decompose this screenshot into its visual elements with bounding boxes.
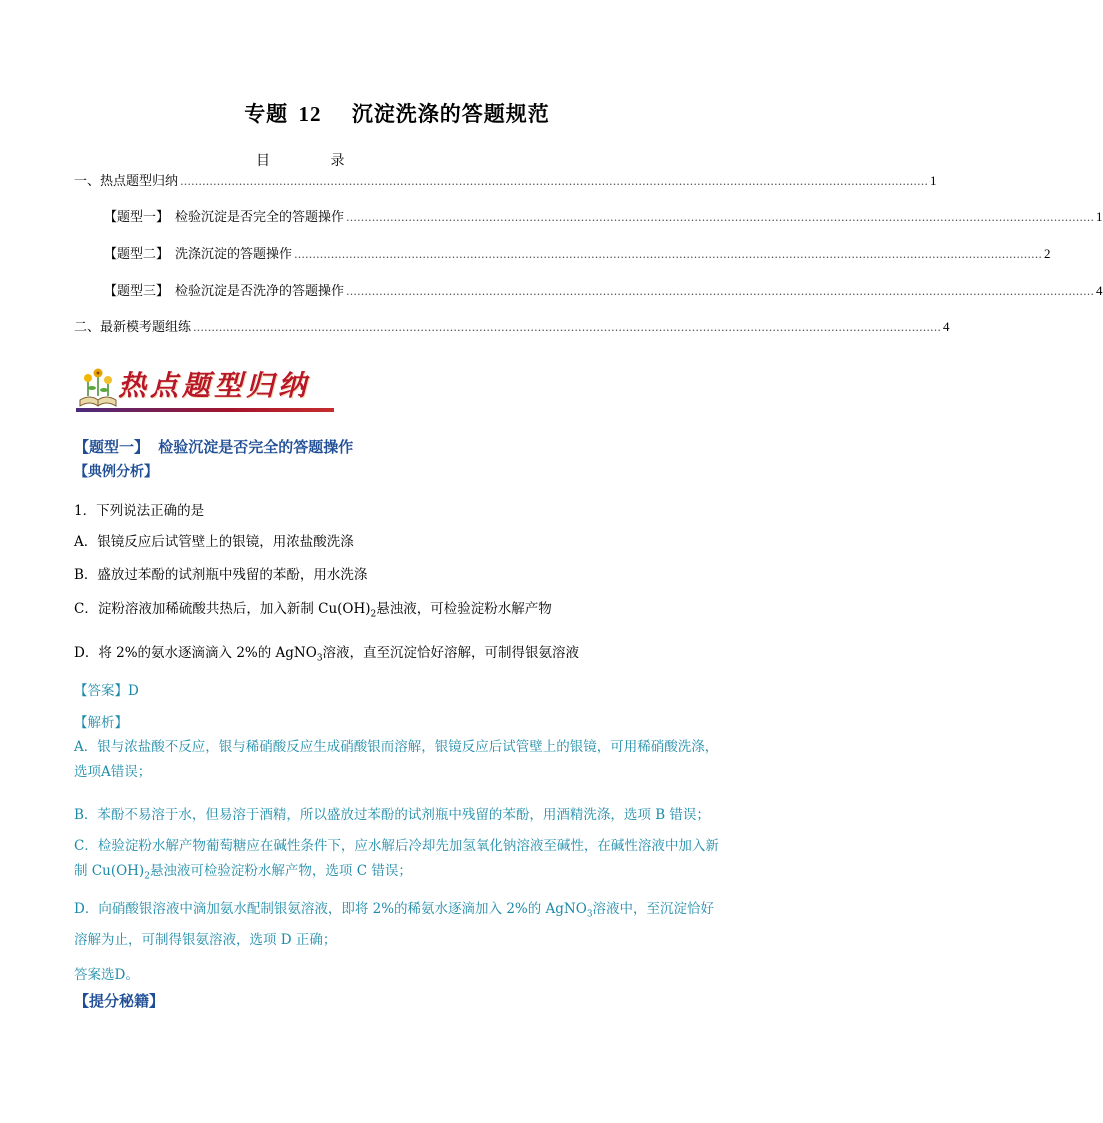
toc-item-label: 检验沉淀是否完全的答题操作 <box>175 210 345 225</box>
toc-page-number: 1 <box>1096 209 1103 224</box>
toc-heading-right: 录 <box>330 153 345 169</box>
toc-page-number: 1 <box>930 173 937 188</box>
question-type-title: 检验沉淀是否完全的答题操作 <box>158 438 354 456</box>
open-book-flowers-icon <box>76 366 120 410</box>
option-c-text: C．淀粉溶液加稀硫酸共热后，加入新制 Cu(OH) <box>74 601 371 617</box>
toc-leader-dots: …………………………………………………………………………………………………………………………………………………………………………………… <box>193 321 942 334</box>
answer-value: D <box>128 683 139 699</box>
explanation-conclusion: 答案选D。 <box>74 967 139 983</box>
toc-leader-dots: …………………………………………………………………………………………………………………………………………………………………………………… <box>346 285 1095 298</box>
toc-heading <box>256 150 344 170</box>
banner-underline <box>76 408 334 412</box>
toc-heading-left: 目 <box>256 153 270 169</box>
toc-page-number: 4 <box>1096 283 1103 298</box>
option-d-text-end: 溶液，直至沉淀恰好溶解，可制得银氨溶液 <box>322 645 580 661</box>
question-stem: 1．下列说法正确的是 <box>74 503 205 519</box>
toc-item-label: 二、最新模考题组练 <box>74 320 192 335</box>
toc-item-1[interactable] <box>74 172 937 190</box>
toc-page-number: 4 <box>943 319 950 334</box>
explanation-c-text-end: 悬浊液可检验淀粉水解产物，选项 C 错误； <box>149 863 412 879</box>
explanation-d-text: D．向硝酸银溶液中滴加氨水配制银氨溶液，即将 2%的稀氨水逐滴加入 2%的 AgNO <box>74 901 587 917</box>
explanation-c-subscript: 2 <box>144 871 150 882</box>
toc-item-tag: 【题型二】 <box>104 247 170 262</box>
toc-item-tag: 【题型三】 <box>104 284 170 299</box>
toc-leader-dots: …………………………………………………………………………………………………………………………………………………………………………………… <box>346 211 1095 224</box>
explanation-b: B．苯酚不易溶于水，但易溶于酒精，所以盛放过苯酚的试剂瓶中残留的苯酚，用酒精洗涤，选项 B 错误； <box>74 807 710 823</box>
explanation-d-subscript: 3 <box>586 909 593 920</box>
page-title <box>0 98 794 128</box>
toc-item-label: 一、热点题型归纳 <box>74 174 179 189</box>
explanation-c-text: C．检验淀粉水解产物葡萄糖应在碱性条件下，应水解后冷却先加氢氧化钠溶液至碱性，在碱性溶液中加入新制 Cu(OH) <box>74 838 719 879</box>
toc-item-5[interactable] <box>74 318 950 336</box>
explanation-a: A．银与浓盐酸不反应，银与稀硝酸反应生成硝酸银而溶解，银镜反应后试管壁上的银镜，可用稀硝酸洗涤，选项A错误； <box>74 739 719 780</box>
explanation-c <box>74 834 724 890</box>
toc-item-label: 检验沉淀是否洗净的答题操作 <box>175 284 345 299</box>
explanation-d-text-end: 溶液中，至沉淀恰好溶解为止，可制得银氨溶液，选项 D 正确； <box>74 901 715 948</box>
title-prefix: 专题 <box>244 101 289 126</box>
toc-leader-dots: …………………………………………………………………………………………………………………………………………………………………………………… <box>180 175 929 188</box>
toc-item-3[interactable] <box>104 245 1051 263</box>
analysis-label: 【典例分析】 <box>74 464 158 480</box>
option-d-text: D．将 2%的氨水逐滴滴入 2%的 AgNO <box>74 645 317 661</box>
question-type-heading <box>74 436 353 457</box>
option-b: B．盛放过苯酚的试剂瓶中残留的苯酚，用水洗涤 <box>74 567 368 583</box>
toc-item-2[interactable] <box>104 208 1103 226</box>
explanation-d <box>74 897 724 953</box>
answer-label: 【答案】 <box>74 683 128 699</box>
toc-page-number: 2 <box>1044 246 1051 261</box>
toc-item-4[interactable] <box>104 282 1103 300</box>
section-banner <box>76 364 334 416</box>
title-subject: 沉淀洗涤的答题规范 <box>351 101 550 126</box>
option-a: A．银镜反应后试管壁上的银镜，用浓盐酸洗涤 <box>74 534 354 550</box>
toc-item-tag: 【题型一】 <box>104 210 170 225</box>
option-c <box>74 597 552 620</box>
toc-leader-dots: …………………………………………………………………………………………………………………………………………………………………………………… <box>294 248 1043 261</box>
answer-line <box>74 679 139 699</box>
toc-item-label: 洗涤沉淀的答题操作 <box>175 247 293 262</box>
option-c-text-end: 悬浊液，可检验淀粉水解产物 <box>376 601 552 617</box>
tips-label: 【提分秘籍】 <box>74 992 165 1010</box>
title-number: 12 <box>298 102 322 126</box>
option-d-subscript: 3 <box>316 653 323 664</box>
option-c-subscript: 2 <box>370 609 377 620</box>
banner-title: 热点题型归纳 <box>118 369 311 402</box>
option-d <box>74 641 579 664</box>
explanation-label: 【解析】 <box>74 715 128 731</box>
question-type-tag: 【题型一】 <box>74 438 150 456</box>
